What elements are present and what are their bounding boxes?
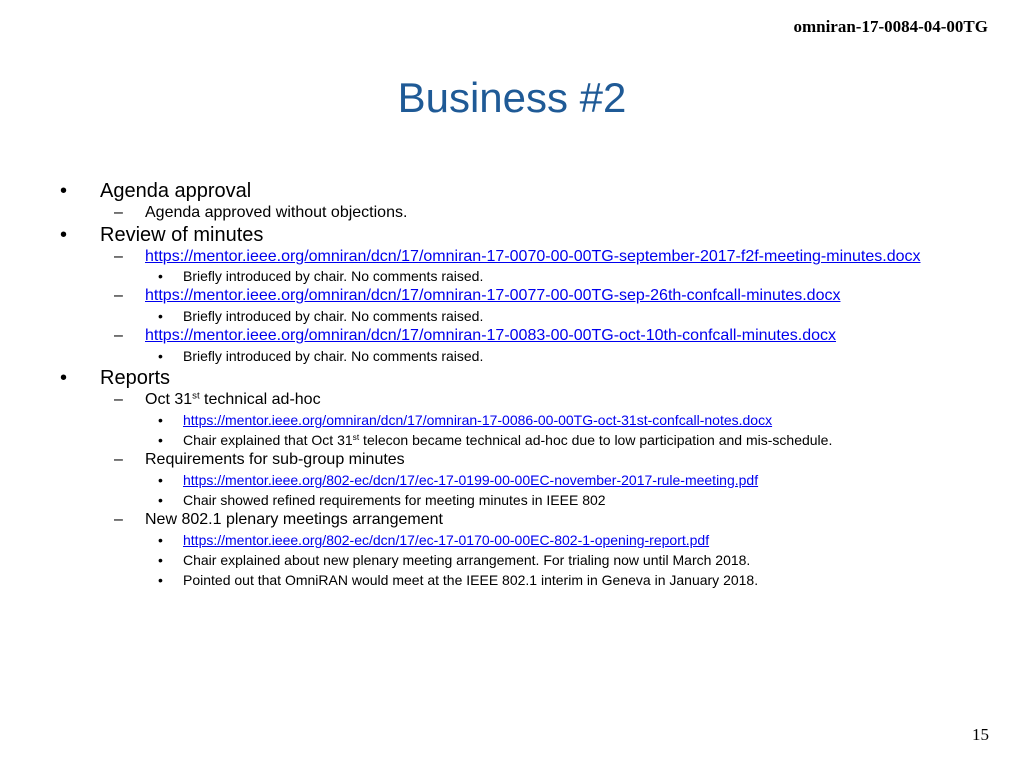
agenda-heading: Agenda approval xyxy=(100,180,252,202)
reports-heading: Reports xyxy=(100,367,171,389)
subgroup-note-text: Chair showed refined requirements for meeting minutes in IEEE 802 xyxy=(183,492,606,508)
agenda-item-text: Agenda approved without objections. xyxy=(145,204,408,221)
bullet-marker: • xyxy=(158,432,163,448)
dash-marker: – xyxy=(114,511,123,528)
bullet-marker: • xyxy=(60,224,68,246)
oct31-title: Oct 31st technical ad-hoc xyxy=(145,390,321,408)
minutes-link-september-f2f[interactable]: https://mentor.ieee.org/omniran/dcn/17/omniran-17-0070-00-00TG-september-2017-f2f-meeting-minutes.docx xyxy=(145,248,921,265)
subgroup-link-item xyxy=(0,470,1024,490)
minutes-note-text: Briefly introduced by chair. No comments raised. xyxy=(183,268,484,284)
oct31-notes-link[interactable]: https://mentor.ieee.org/omniran/dcn/17/omniran-17-0086-00-00TG-oct-31st-confcall-notes.docx xyxy=(183,412,773,428)
minutes-heading: Review of minutes xyxy=(100,224,264,246)
bullet-agenda-approval xyxy=(0,179,1024,203)
bullet-marker: • xyxy=(158,308,163,324)
oct31-note-text: Chair explained that Oct 31st telecon became technical ad-hoc due to low participation and mis-schedule. xyxy=(183,431,833,448)
minutes-link-oct-10th[interactable]: https://mentor.ieee.org/omniran/dcn/17/omniran-17-0083-00-00TG-oct-10th-confcall-minutes.docx xyxy=(145,327,837,344)
plenary-note-text: Pointed out that OmniRAN would meet at the IEEE 802.1 interim in Geneva in January 2018. xyxy=(183,572,759,588)
bullet-marker: • xyxy=(158,492,163,508)
bullet-review-of-minutes xyxy=(0,223,1024,247)
bullet-marker: • xyxy=(158,348,163,364)
plenary-note-1 xyxy=(0,550,1024,570)
minutes-note-text: Briefly introduced by chair. No comments raised. xyxy=(183,348,484,364)
plenary-note-2 xyxy=(0,570,1024,590)
minutes-note-3 xyxy=(0,346,1024,366)
minutes-item-3 xyxy=(0,326,1024,346)
minutes-link-sep-26th[interactable]: https://mentor.ieee.org/omniran/dcn/17/omniran-17-0077-00-00TG-sep-26th-confcall-minutes.docx xyxy=(145,287,841,304)
plenary-link-item xyxy=(0,530,1024,550)
slide-title: Business #2 xyxy=(397,74,627,121)
plenary-opening-report-link[interactable]: https://mentor.ieee.org/802-ec/dcn/17/ec-17-0170-00-00EC-802-1-opening-report.pdf xyxy=(183,532,710,548)
subgroup-title: Requirements for sub-group minutes xyxy=(145,451,405,468)
plenary-title: New 802.1 plenary meetings arrangement xyxy=(145,511,443,528)
dash-marker: – xyxy=(114,327,123,344)
bullet-marker: • xyxy=(158,472,163,488)
dash-marker: – xyxy=(114,451,123,468)
page-number: 15 xyxy=(972,725,989,744)
bullet-marker: • xyxy=(158,552,163,568)
report-subgroup-minutes xyxy=(0,450,1024,470)
slide-body xyxy=(0,179,1024,590)
document-id: omniran-17-0084-04-00TG xyxy=(793,17,988,36)
bullet-marker: • xyxy=(60,367,68,389)
bullet-marker: • xyxy=(158,572,163,588)
agenda-item xyxy=(0,203,1024,223)
report-oct31 xyxy=(0,390,1024,410)
oct31-link-item xyxy=(0,410,1024,430)
bullet-marker: • xyxy=(158,532,163,548)
plenary-note-text: Chair explained about new plenary meeting arrangement. For trialing now until March 2018. xyxy=(183,552,751,568)
oct31-note xyxy=(0,430,1024,450)
dash-marker: – xyxy=(114,391,123,408)
dash-marker: – xyxy=(114,248,123,265)
minutes-note-text: Briefly introduced by chair. No comments raised. xyxy=(183,308,484,324)
dash-marker: – xyxy=(114,204,123,221)
minutes-note-2 xyxy=(0,306,1024,326)
bullet-marker: • xyxy=(158,412,163,428)
dash-marker: – xyxy=(114,287,123,304)
minutes-item-1 xyxy=(0,247,1024,266)
bullet-marker: • xyxy=(158,268,163,284)
minutes-note-1 xyxy=(0,266,1024,286)
subgroup-note xyxy=(0,490,1024,510)
report-plenary-arrangement xyxy=(0,510,1024,530)
bullet-reports xyxy=(0,366,1024,390)
minutes-item-2 xyxy=(0,286,1024,306)
bullet-marker: • xyxy=(60,180,68,202)
subgroup-rule-meeting-link[interactable]: https://mentor.ieee.org/802-ec/dcn/17/ec-17-0199-00-00EC-november-2017-rule-meeting.pdf xyxy=(183,472,759,488)
